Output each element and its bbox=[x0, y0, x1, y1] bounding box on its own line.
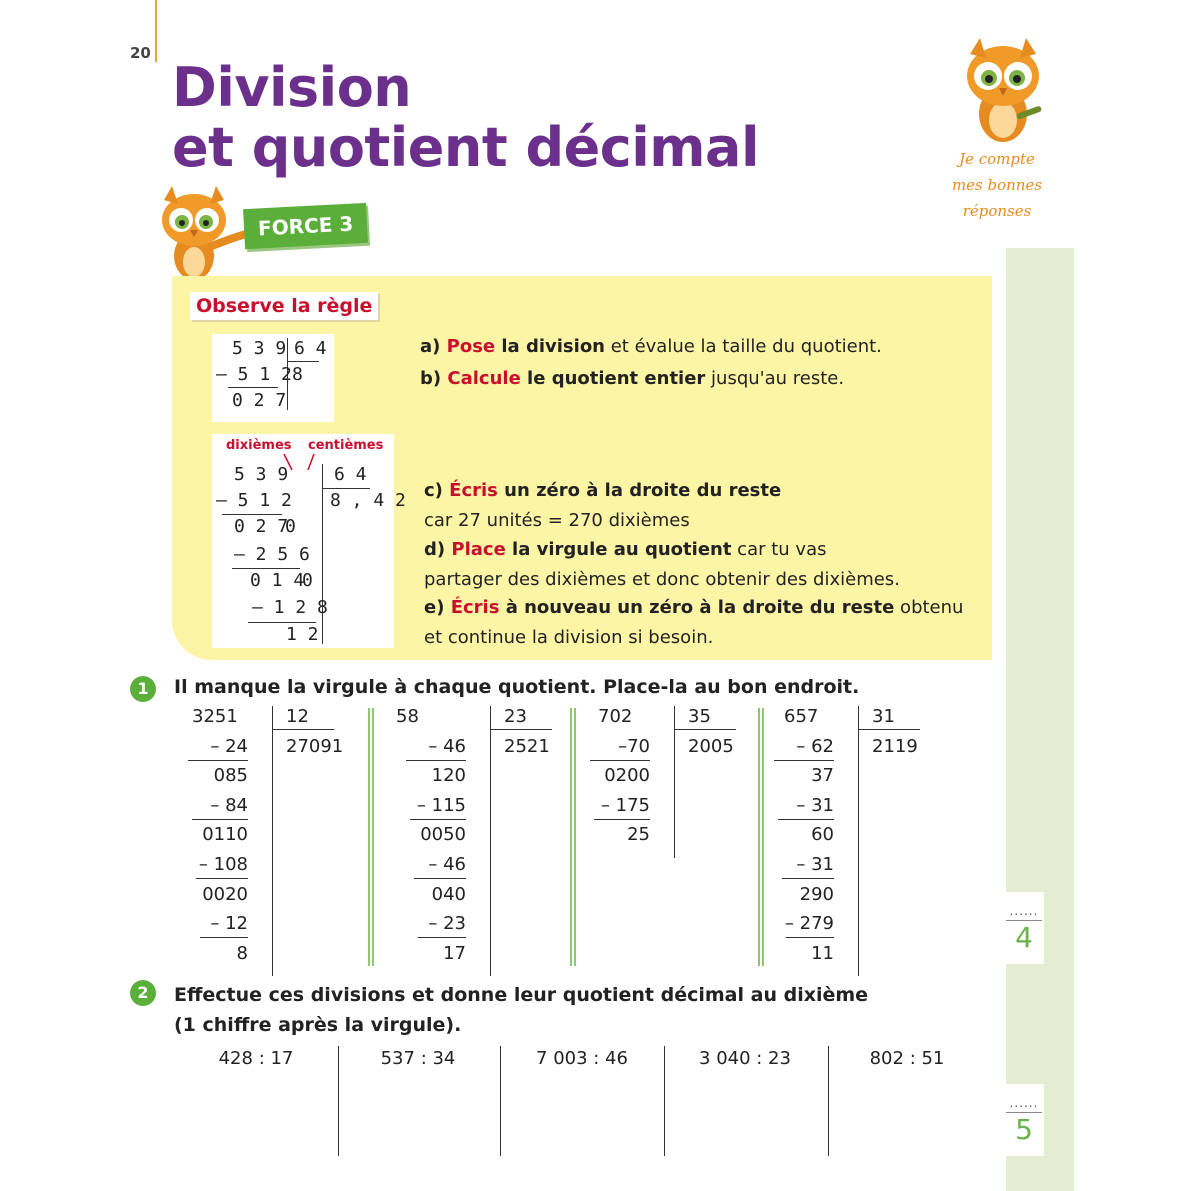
division-4-dividend: 657 bbox=[784, 706, 819, 727]
division-4-step: – 31 bbox=[796, 794, 834, 816]
exercise-2-item-5[interactable]: 802 : 51 bbox=[869, 1048, 945, 1069]
division-3-step: 25 bbox=[627, 824, 650, 846]
division-2-step: 120 bbox=[431, 765, 466, 787]
division-2-step: 040 bbox=[431, 883, 466, 905]
division-4-quotient: 2119 bbox=[872, 735, 918, 757]
division-3-dividend: 702 bbox=[598, 706, 633, 727]
page-margin-rule bbox=[155, 0, 157, 62]
exercise-2-separator bbox=[828, 1046, 829, 1156]
division-2-step: – 115 bbox=[416, 794, 466, 816]
exercise-2-separator bbox=[664, 1046, 665, 1156]
division-4-step: 60 bbox=[811, 824, 834, 846]
score-column bbox=[1006, 248, 1074, 1191]
division-1-step: – 12 bbox=[210, 913, 248, 935]
rule-step-d: d) Place la virgule au quotient car tu vas partager des dixièmes et donc obtenir des dixièmes. bbox=[424, 539, 900, 590]
division-4-step: – 279 bbox=[784, 913, 834, 935]
score-box-exercise-2[interactable]: ...... 5 bbox=[1004, 1084, 1044, 1156]
division-2-step: 17 bbox=[443, 942, 466, 964]
rule-step-b: b) Calcule le quotient entier jusqu'au reste. bbox=[420, 368, 845, 389]
exercise-2-separator bbox=[338, 1046, 339, 1156]
exercise-2-item-4[interactable]: 3 040 : 23 bbox=[699, 1048, 791, 1069]
exercise-2-separator bbox=[500, 1046, 501, 1156]
score-max: 5 bbox=[1015, 1113, 1033, 1146]
force-badge: FORCE 3 bbox=[243, 203, 368, 249]
division-4-step: 37 bbox=[811, 765, 834, 787]
division-1-step: – 84 bbox=[210, 794, 248, 816]
page-number: 20 bbox=[130, 44, 151, 62]
division-4-step: 290 bbox=[799, 883, 834, 905]
division-4-step: – 31 bbox=[796, 854, 834, 875]
division-3-step: 0200 bbox=[604, 765, 650, 787]
division-2-step: – 46 bbox=[428, 735, 466, 757]
score-box-exercise-1[interactable]: ...... 4 bbox=[1004, 892, 1044, 964]
score-caption: Je compte mes bonnes réponses bbox=[951, 150, 1043, 220]
division-1-step: – 108 bbox=[198, 854, 248, 875]
exercise-2-instruction: Effectue ces divisions et donne leur quotient décimal au dixième (1 chiffre après la virgule). bbox=[174, 984, 869, 1036]
division-1-step: 085 bbox=[213, 765, 248, 787]
rule-step-a: a) Pose la division et évalue la taille du quotient. bbox=[420, 336, 882, 357]
division-1-step: 0110 bbox=[202, 824, 248, 846]
title-line-2: et quotient décimal bbox=[172, 116, 759, 179]
exercise-2-item-2[interactable]: 537 : 34 bbox=[380, 1048, 456, 1069]
division-3-step: –70 bbox=[618, 735, 650, 757]
owl-pointing-icon bbox=[150, 184, 250, 284]
division-1-dividend: 3251 bbox=[192, 706, 238, 727]
division-2-step: 0050 bbox=[420, 824, 466, 846]
exercise-2-item-3[interactable]: 7 003 : 46 bbox=[536, 1048, 628, 1069]
division-3-step: – 175 bbox=[600, 794, 650, 816]
page-title bbox=[172, 58, 759, 178]
division-4-divisor: 31 bbox=[872, 706, 895, 727]
division-3-quotient: 2005 bbox=[688, 735, 734, 757]
exercise-1-instruction: Il manque la virgule à chaque quotient. Place-la au bon endroit. bbox=[174, 676, 860, 698]
division-4-step: 11 bbox=[811, 942, 834, 964]
score-max: 4 bbox=[1015, 921, 1033, 954]
division-3-divisor: 35 bbox=[688, 706, 711, 727]
owl-mascot-icon bbox=[958, 36, 1048, 146]
division-1-divisor: 12 bbox=[286, 706, 309, 727]
title-line-1: Division bbox=[172, 56, 412, 119]
exercise-2-number: 2 bbox=[130, 980, 156, 1006]
exercise-2-item-1[interactable]: 428 : 17 bbox=[218, 1048, 294, 1069]
exercise-1-number: 1 bbox=[130, 676, 156, 702]
division-1-quotient: 27091 bbox=[286, 735, 344, 757]
rule-step-e: e) Écris à nouveau un zéro à la droite du reste obtenu et continue la division si besoin. bbox=[424, 597, 964, 648]
division-2-step: – 23 bbox=[428, 913, 466, 935]
division-4-step: – 62 bbox=[796, 735, 834, 757]
division-2-divisor: 23 bbox=[504, 706, 527, 727]
division-1-step: 0020 bbox=[202, 883, 248, 905]
division-2-step: – 46 bbox=[428, 854, 466, 875]
division-2-dividend: 58 bbox=[396, 706, 419, 727]
division-1-step: – 24 bbox=[210, 735, 248, 757]
rule-step-c: c) Écris un zéro à la droite du reste car 27 unités = 270 dixièmes bbox=[424, 480, 782, 531]
division-1-step: 8 bbox=[236, 942, 248, 964]
division-2-quotient: 2521 bbox=[504, 735, 550, 757]
rule-label: Observe la règle bbox=[190, 292, 378, 320]
